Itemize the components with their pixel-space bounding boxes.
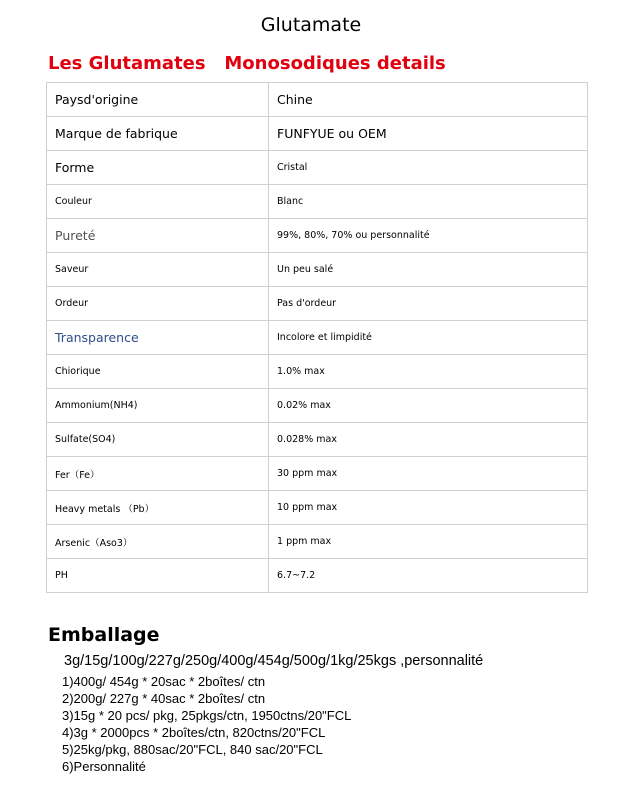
spec-value: 1 ppm max: [269, 525, 588, 559]
spec-value: FUNFYUE ou OEM: [269, 117, 588, 151]
table-row: [47, 219, 588, 253]
spec-label: Paysd'origine: [47, 83, 269, 117]
spec-label: Marque de fabrique: [47, 117, 269, 151]
table-row: [47, 287, 588, 321]
spec-label: Pureté: [47, 219, 269, 253]
spec-value: 0.028% max: [269, 423, 588, 457]
spec-label: PH: [47, 559, 269, 593]
list-item: 1)400g/ 454g * 20sac * 2boîtes/ ctn: [62, 674, 266, 689]
spec-label: Sulfate(SO4): [47, 423, 269, 457]
spec-label: Ammonium(NH4): [47, 389, 269, 423]
table-row: [47, 185, 588, 219]
list-item: 3)15g * 20 pcs/ pkg, 25pkgs/ctn, 1950ctns/20"FCL: [62, 708, 352, 723]
table-row: [47, 151, 588, 185]
spec-value: Chine: [269, 83, 588, 117]
spec-label: Transparence: [47, 321, 269, 355]
spec-value: 10 ppm max: [269, 491, 588, 525]
spec-label: Forme: [47, 151, 269, 185]
spec-label: Couleur: [47, 185, 269, 219]
spec-label: Heavy metals （Pb）: [47, 491, 269, 525]
table-row: [47, 389, 588, 423]
table-row: [47, 83, 588, 117]
page-title: Glutamate: [260, 14, 362, 36]
spec-label: Ordeur: [47, 287, 269, 321]
spec-label: Fer（Fe）: [47, 457, 269, 491]
list-item: 5)25kg/pkg, 880sac/20"FCL, 840 sac/20"FCL: [62, 742, 323, 757]
packaging-heading: Emballage: [48, 624, 160, 646]
list-item: 6)Personnalité: [62, 759, 146, 774]
spec-value: 1.0% max: [269, 355, 588, 389]
table-row: [47, 491, 588, 525]
section-subtitle: Les Glutamates Monosodiques details: [48, 53, 446, 74]
spec-value: 0.02% max: [269, 389, 588, 423]
spec-label: Arsenic（Aso3）: [47, 525, 269, 559]
table-row: [47, 321, 588, 355]
list-item: 4)3g * 2000pcs * 2boîtes/ctn, 820ctns/20"FCL: [62, 725, 326, 740]
table-row: [47, 525, 588, 559]
spec-value: 99%, 80%, 70% ou personnalité: [269, 219, 588, 253]
spec-value: Cristal: [269, 151, 588, 185]
spec-value: Blanc: [269, 185, 588, 219]
spec-value: 6.7~7.2: [269, 559, 588, 593]
specs-table: [46, 82, 588, 593]
table-row: [47, 423, 588, 457]
packaging-list: [62, 673, 351, 775]
spec-label: Chiorique: [47, 355, 269, 389]
packaging-sizes: 3g/15g/100g/227g/250g/400g/454g/500g/1kg/25kgs ,personnalité: [64, 653, 484, 669]
table-row: [47, 117, 588, 151]
spec-value: Incolore et limpidité: [269, 321, 588, 355]
spec-value: Pas d'ordeur: [269, 287, 588, 321]
list-item: 2)200g/ 227g * 40sac * 2boîtes/ ctn: [62, 691, 266, 706]
table-row: [47, 559, 588, 593]
spec-label: Saveur: [47, 253, 269, 287]
spec-value: Un peu salé: [269, 253, 588, 287]
table-row: [47, 457, 588, 491]
table-row: [47, 355, 588, 389]
spec-value: 30 ppm max: [269, 457, 588, 491]
table-row: [47, 253, 588, 287]
